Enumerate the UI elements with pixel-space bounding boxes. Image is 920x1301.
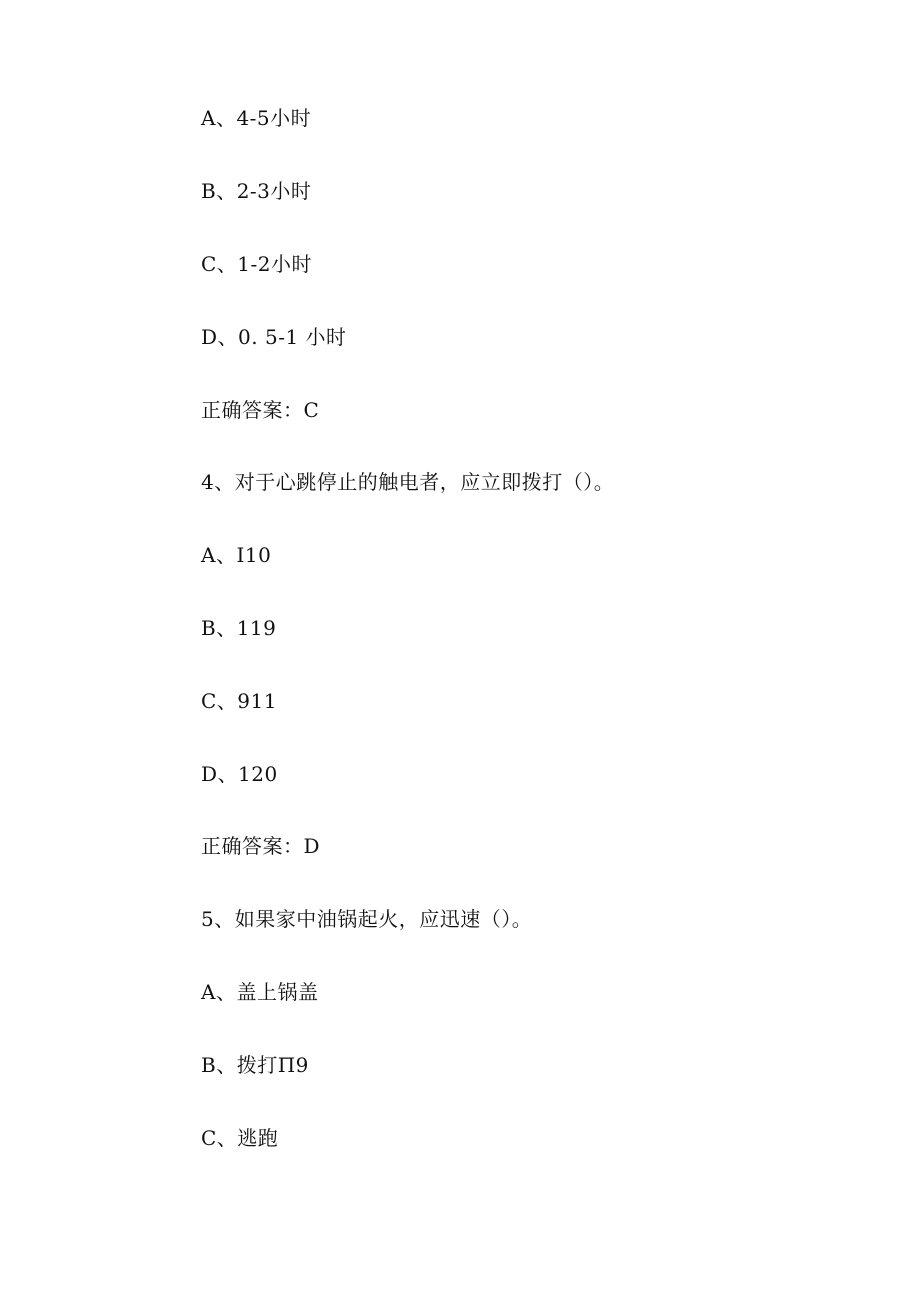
- question-5: 5、如果家中油锅起火，应迅速（）。: [201, 907, 533, 931]
- option-d-q4: D、120: [201, 762, 278, 786]
- option-c-q3: C、1-2小时: [201, 252, 313, 276]
- option-b-q3: B、2-3小时: [201, 179, 312, 203]
- question-4: 4、对于心跳停止的触电者，应立即拨打（）。: [201, 470, 615, 494]
- option-c-q5: C、逃跑: [201, 1126, 279, 1150]
- answer-q3: 正确答案：C: [201, 398, 320, 422]
- option-a-q5: A、盖上锅盖: [201, 980, 319, 1004]
- option-b-q4: B、119: [201, 616, 277, 640]
- option-a-q3: A、4-5小时: [201, 106, 312, 130]
- option-c-q4: C、911: [201, 689, 277, 713]
- option-a-q4: A、I10: [201, 543, 272, 567]
- option-d-q3: D、0. 5-1 小时: [201, 325, 347, 349]
- option-b-q5: B、拨打Π9: [201, 1053, 309, 1077]
- answer-q4: 正确答案：D: [201, 834, 321, 858]
